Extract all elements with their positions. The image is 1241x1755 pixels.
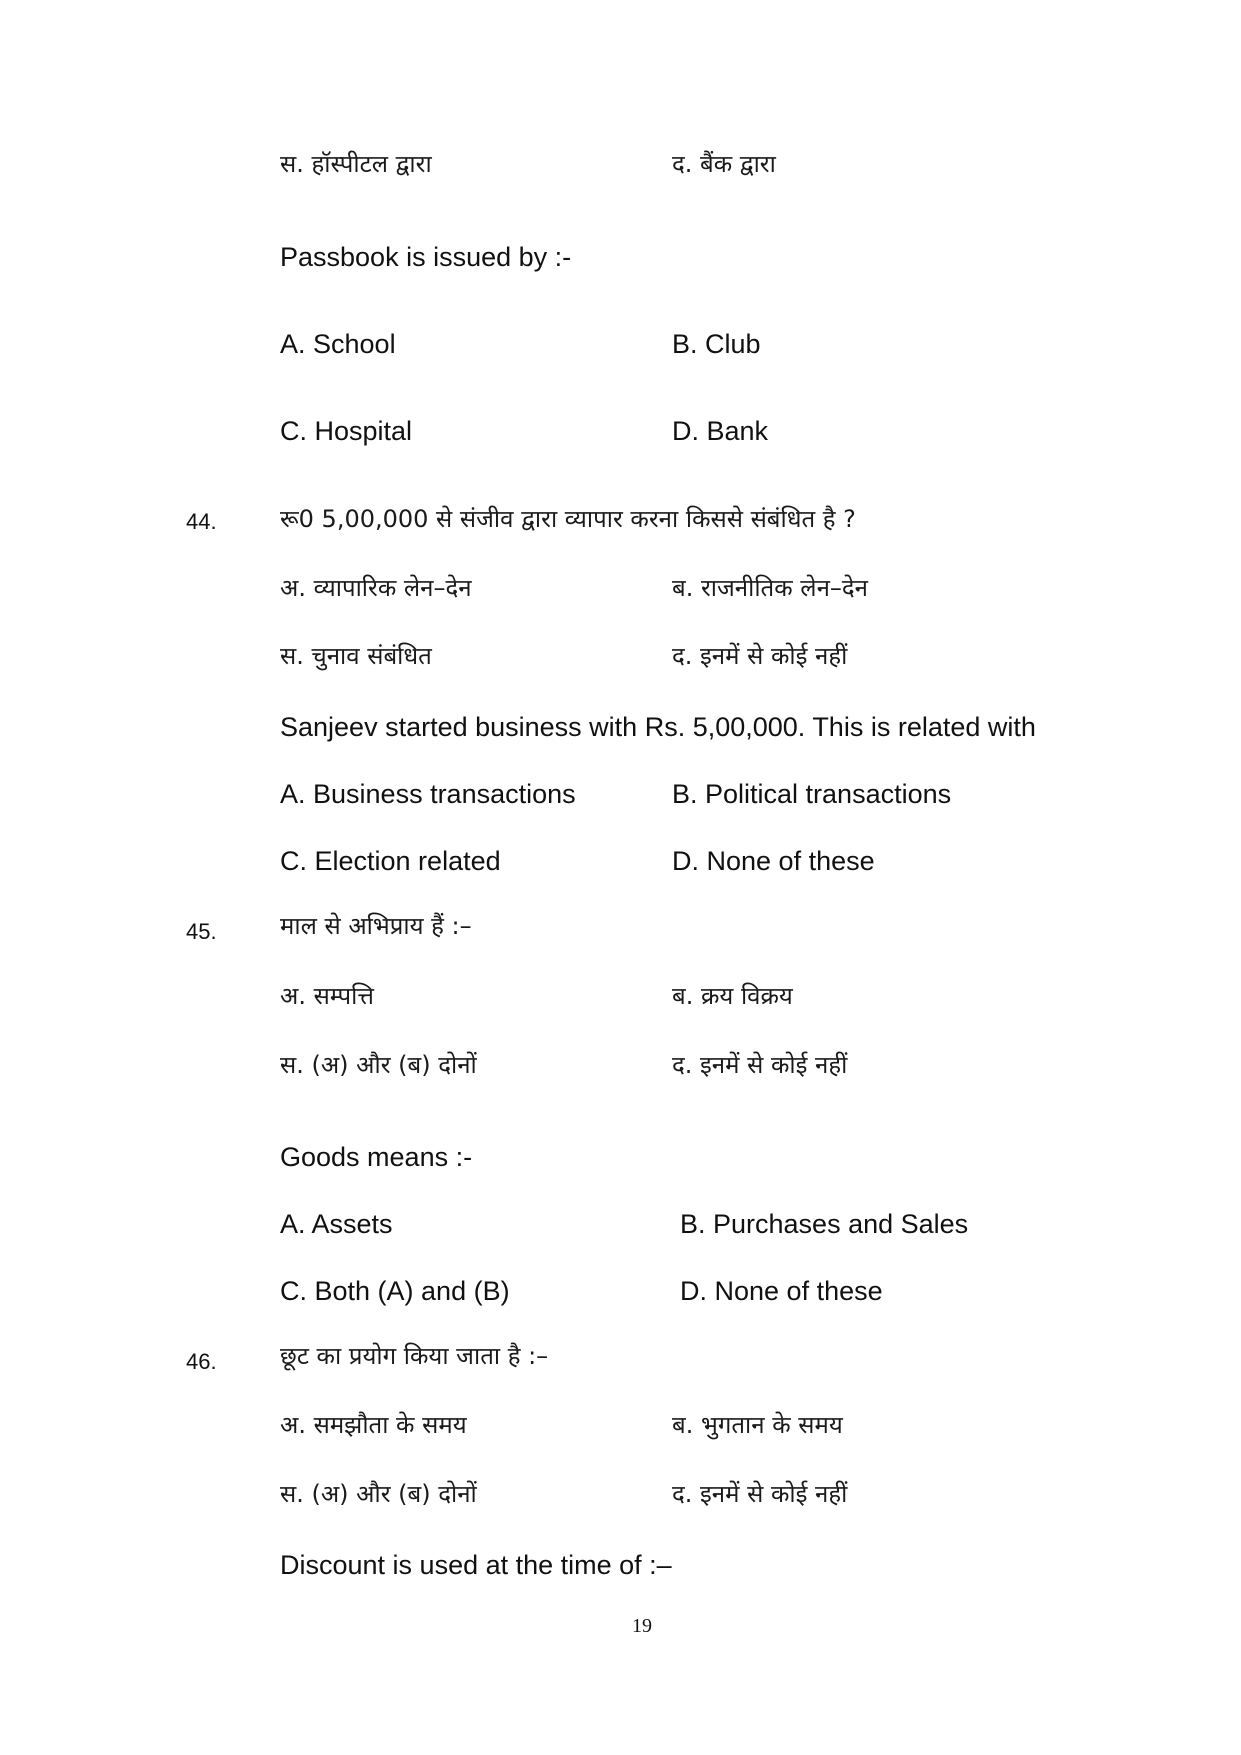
q45-en-question: Goods means :- [280,1142,473,1172]
q44-hi-option-b: ब. राजनीतिक लेन–देन [672,574,868,602]
q45-hi-option-c: स. (अ) और (ब) दोनों [280,1051,477,1079]
q44-en-option-c: C. Election related [280,846,501,876]
q46-hi-option-d: द. इनमें से कोई नहीं [672,1480,848,1508]
q43-en-option-c: C. Hospital [280,416,413,446]
q45-en-option-b: B. Purchases and Sales [680,1209,969,1239]
q45-en-option-c: C. Both (A) and (B) [280,1276,510,1306]
q44-hi-question: रू0 5,00,000 से संजीव द्वारा व्यापार करना किससे संबंधित है ? [280,505,856,533]
q45-en-option-d: D. None of these [680,1276,883,1306]
q43-en-option-a: A. School [280,329,396,359]
q44-number: 44. [186,509,217,534]
q43-hi-option-c: स. हॉस्पीटल द्वारा [280,150,432,178]
q43-en-option-b: B. Club [672,329,761,359]
q45-number: 45. [186,919,217,944]
q43-en-option-d: D. Bank [672,416,769,446]
q44-en-option-a: A. Business transactions [280,779,576,809]
q44-hi-option-c: स. चुनाव संबंधित [280,642,432,670]
q44-en-option-d: D. None of these [672,846,875,876]
page-number: 19 [632,1615,652,1637]
q45-hi-question: माल से अभिप्राय हैं :– [280,912,472,940]
q44-hi-option-a: अ. व्यापारिक लेन–देन [280,574,472,602]
q45-en-option-a: A. Assets [280,1209,393,1239]
q43-en-question: Passbook is issued by :- [280,242,572,272]
q44-en-option-b: B. Political transactions [672,779,952,809]
q46-en-question: Discount is used at the time of :– [280,1550,672,1580]
q44-en-question: Sanjeev started business with Rs. 5,00,000. This is related with [280,712,1036,742]
q46-hi-option-b: ब. भुगतान के समय [672,1411,843,1439]
q46-hi-option-c: स. (अ) और (ब) दोनों [280,1480,477,1508]
q46-hi-option-a: अ. समझौता के समय [280,1411,467,1439]
q46-hi-question: छूट का प्रयोग किया जाता है :– [280,1342,549,1370]
q45-hi-option-a: अ. सम्पत्ति [280,982,374,1010]
q44-hi-option-d: द. इनमें से कोई नहीं [672,642,848,670]
q45-hi-option-b: ब. क्रय विक्रय [672,982,793,1010]
q45-hi-option-d: द. इनमें से कोई नहीं [672,1051,848,1079]
q46-number: 46. [186,1349,217,1374]
q43-hi-option-d: द. बैंक द्वारा [672,150,776,178]
